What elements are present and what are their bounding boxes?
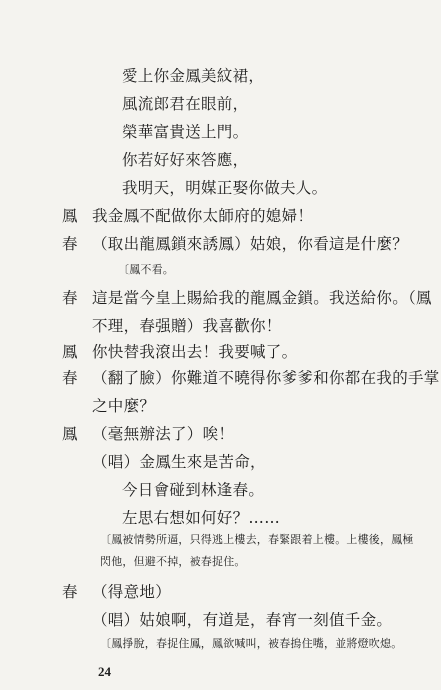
- speaker-feng: 鳳: [62, 343, 78, 361]
- sung-line: 左思右想如何好？……: [122, 509, 281, 527]
- speaker-chun: 春: [62, 289, 78, 307]
- speaker-feng: 鳳: [62, 425, 78, 443]
- verse-line-3: 榮華富貴送上門。: [122, 123, 249, 141]
- dialogue-continuation: 不理，春强贈）我喜歡你！: [92, 317, 282, 335]
- verse-line-4: 你若好好來答應，: [122, 151, 249, 169]
- dialogue-line: 我金鳳不配做你太師府的媳婦！: [92, 207, 314, 225]
- dialogue-line: （取出龍鳳鎖來誘鳳）姑娘，你看這是什麼？: [92, 235, 409, 253]
- sung-line: （唱）金鳳生來是苦命，: [92, 453, 266, 471]
- speaker-chun: 春: [62, 369, 78, 387]
- dialogue-line: （得意地）: [92, 583, 172, 601]
- stage-direction-continuation: 閃他，但避不掉，被春捉住。: [100, 555, 246, 568]
- verse-line-5: 我明天，明媒正娶你做夫人。: [122, 179, 328, 197]
- dialogue-line: 你快替我滾出去！我要喊了。: [92, 343, 298, 361]
- speaker-chun: 春: [62, 235, 78, 253]
- sung-line: 今日會碰到林逢春。: [122, 481, 265, 499]
- dialogue-continuation: 之中麼？: [92, 397, 156, 415]
- speaker-feng: 鳳: [62, 207, 78, 225]
- verse-line-1: 愛上你金鳳美紋裙，: [122, 67, 265, 85]
- stage-direction: 〔鳳掙脫，春捉住鳳，鳳欲喊叫，被春摀住嘴，並將燈吹熄。: [100, 637, 403, 650]
- dialogue-line: （翻了臉）你難道不曉得你爹爹和你都在我的手掌: [92, 369, 440, 387]
- verse-line-2: 風流郎君在眼前，: [122, 95, 249, 113]
- stage-direction: 〔鳳被情勢所逼，只得逃上樓去，春緊跟着上樓。上樓後，鳳極: [100, 533, 414, 546]
- dialogue-line: 這是當今皇上賜給我的龍鳳金鎖。我送給你。（鳳: [92, 289, 432, 307]
- dialogue-line: （毫無辦法了）唉！: [92, 425, 235, 443]
- page-number: 24: [98, 664, 111, 679]
- stage-direction: 〔鳳不看。: [118, 263, 174, 276]
- speaker-chun: 春: [62, 583, 78, 601]
- sung-line: （唱）姑娘啊，有道是，春宵一刻值千金。: [92, 611, 393, 629]
